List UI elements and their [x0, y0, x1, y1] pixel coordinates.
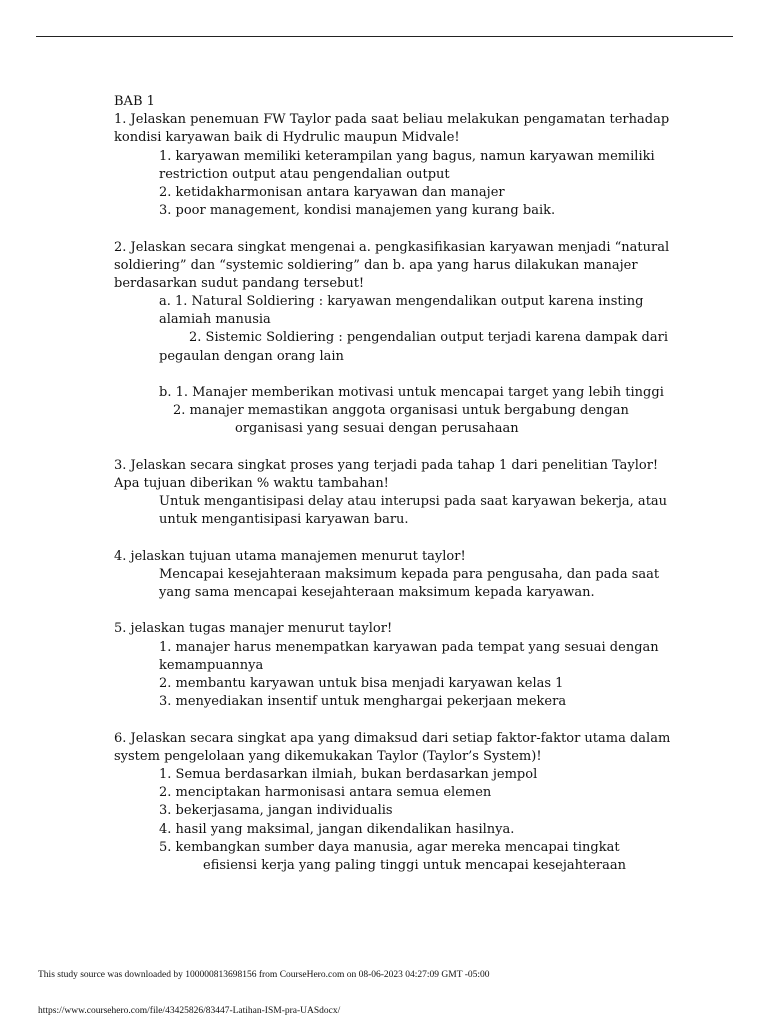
text-line: 2. manajer memastikan anggota organisasi untuk bergabung dengan [173, 403, 629, 419]
text-line: 1. manajer harus menempatkan karyawan pada tempat yang sesuai dengan [159, 639, 659, 655]
text-line: kemampuannya [159, 657, 264, 673]
blank-line [114, 530, 654, 548]
text-line: untuk mengantisipasi karyawan baru. [159, 512, 409, 528]
text-line: 6. Jelaskan secara singkat apa yang dimaksud dari setiap faktor-faktor utama dalam [114, 730, 671, 746]
text-line: 2. membantu karyawan untuk bisa menjadi karyawan kelas 1 [159, 676, 564, 691]
text-line: soldiering” dan “systemic soldiering” dan b. apa yang harus dilakukan manajer [114, 257, 638, 273]
text-line: 2. Sistemic Soldiering : pengendalian output terjadi karena dampak dari [189, 330, 668, 346]
text-line: 3. poor management, kondisi manajemen yang kurang baik. [159, 203, 556, 219]
text-line: yang sama mencapai kesejahteraan maksimum kepada karyawan. [159, 585, 595, 601]
text-line: Mencapai kesejahteraan maksimum kepada para pengusaha, dan pada saat [159, 566, 660, 582]
text-line: efisiensi kerja yang paling tinggi untuk mencapai kesejahteraan [203, 857, 626, 873]
source-url: https://www.coursehero.com/file/43425826/83447-Latihan-ISM-pra-UASdocx/ [38, 1006, 341, 1016]
text-line: organisasi yang sesuai dengan perusahaan [235, 421, 519, 437]
text-line: 2. ketidakharmonisan antara karyawan dan manajer [159, 184, 505, 200]
text-line: 1. karyawan memiliki keterampilan yang bagus, namun karyawan memiliki [159, 148, 655, 164]
text-line: Untuk mengantisipasi delay atau interupsi pada saat karyawan bekerja, atau [159, 494, 668, 510]
text-line: 3. menyediakan insentif untuk menghargai pekerjaan mekera [159, 694, 567, 710]
document-lines [114, 111, 671, 875]
text-line: 2. Jelaskan secara singkat mengenai a. pengkasifikasian karyawan menjadi “natural [114, 239, 670, 255]
text-line: 4. jelaskan tujuan utama manajemen menurut taylor! [114, 548, 466, 564]
blank-line [114, 366, 654, 384]
download-source-note: This study source was downloaded by 100000813698156 from CourseHero.com on 08-06-2023 04:27:09 GMT -05:00 [38, 970, 490, 980]
text-line: 1. Semua berdasarkan ilmiah, bukan berdasarkan jempol [159, 766, 538, 782]
text-line: alamiah manusia [159, 312, 271, 328]
blank-line [114, 711, 654, 729]
text-line: a. 1. Natural Soldiering : karyawan mengendalikan output karena insting [159, 294, 644, 310]
text-line: 4. hasil yang maksimal, jangan dikendalikan hasilnya. [159, 821, 515, 837]
text-line: 3. bekerjasama, jangan individualis [159, 803, 393, 819]
text-line: restriction output atau pengendalian output [159, 166, 450, 182]
text-line: Apa tujuan diberikan % waktu tambahan! [114, 475, 389, 491]
text-line: berdasarkan sudut pandang tersebut! [114, 275, 365, 291]
blank-line [114, 602, 654, 620]
text-line: 5. jelaskan tugas manajer menurut taylor! [114, 621, 393, 637]
text-line: pegaulan dengan orang lain [159, 348, 344, 364]
text-line: b. 1. Manajer memberikan motivasi untuk mencapai target yang lebih tinggi [159, 385, 664, 400]
blank-line [114, 439, 654, 457]
text-line: 5. kembangkan sumber daya manusia, agar mereka mencapai tingkat [159, 839, 620, 855]
blank-line [114, 220, 654, 238]
document-body [114, 93, 671, 875]
text-line: kondisi karyawan baik di Hydrulic maupun Midvale! [114, 130, 460, 146]
text-line: 3. Jelaskan secara singkat proses yang terjadi pada tahap 1 dari penelitian Taylor! [114, 457, 659, 473]
text-line: 2. menciptakan harmonisasi antara semua elemen [159, 785, 492, 801]
text-line: 1. Jelaskan penemuan FW Taylor pada saat beliau melakukan pengamatan terhadap [114, 112, 670, 128]
top-rule [36, 36, 733, 37]
text-line: system pengelolaan yang dikemukakan Taylor (Taylor’s System)! [114, 748, 542, 764]
section-heading: BAB 1 [114, 94, 155, 109]
